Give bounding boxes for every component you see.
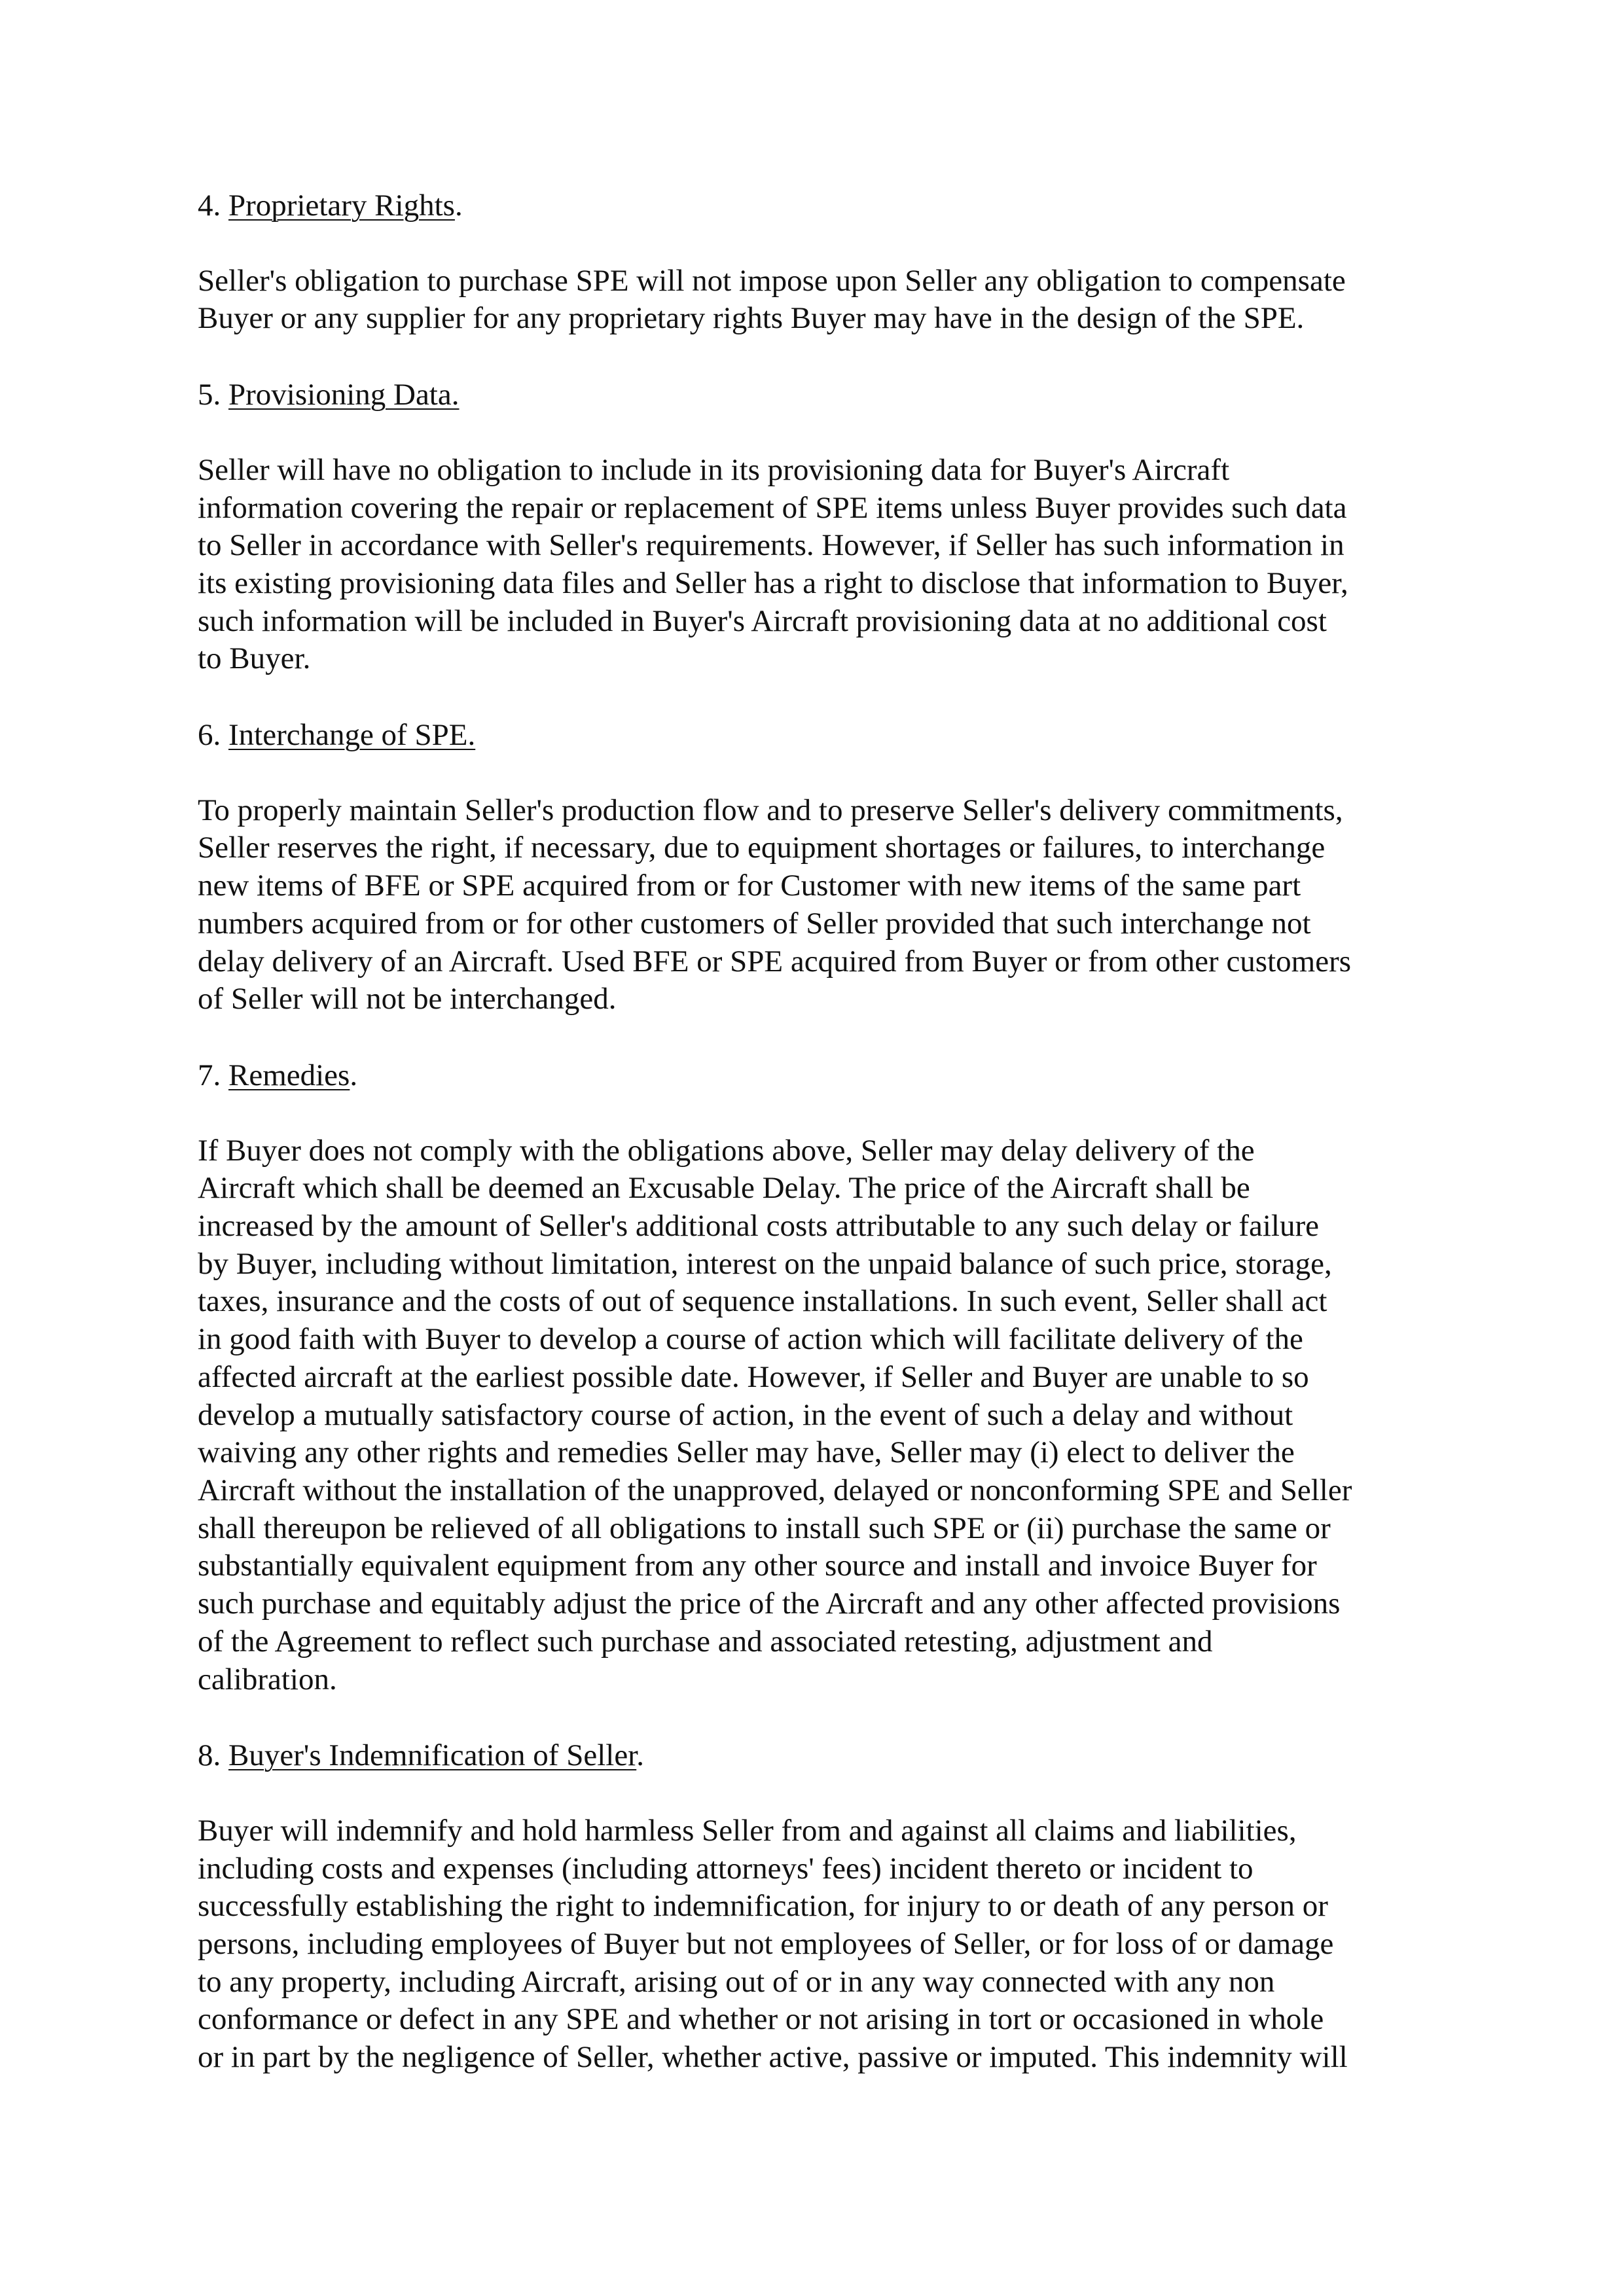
body-line: persons, including employees of Buyer but not employees of Seller, or for loss of or damage [198,1927,1334,1962]
section-number: 5. [198,378,228,412]
section-body [198,1132,1441,1699]
body-line: to Seller in accordance with Seller's requirements. However, if Seller has such information in [198,528,1344,563]
body-line: of Seller will not be interchanged. [198,982,617,1016]
body-line: numbers acquired from or for other customers of Seller provided that such interchange not [198,906,1311,941]
body-line: or in part by the negligence of Seller, whether active, passive or imputed. This indemnity will [198,2040,1348,2075]
section-number: 6. [198,718,228,753]
body-line: Seller will have no obligation to include in its provisioning data for Buyer's Aircraft [198,452,1230,487]
section-number: 7. [198,1058,228,1092]
body-line: such purchase and equitably adjust the price of the Aircraft and any other affected provisions [198,1587,1341,1621]
section-heading [198,187,1441,225]
section-4 [198,187,1441,338]
body-line: such information will be included in Buyer's Aircraft provisioning data at no additional cost [198,603,1327,638]
body-line: Aircraft without the installation of the unapproved, delayed or nonconforming SPE and Seller [198,1473,1352,1507]
section-title: Proprietary Rights [228,188,455,223]
body-line: Seller reserves the right, if necessary, due to equipment shortages or failures, to interchange [198,831,1326,865]
section-8 [198,1737,1441,2077]
document-page [198,187,1441,2115]
body-line: conformance or defect in any SPE and whether or not arising in tort or occasioned in whole [198,2002,1324,2037]
section-body [198,452,1441,678]
body-line: to any property, including Aircraft, arising out of or in any way connected with any non [198,1964,1275,1999]
body-line: to Buyer. [198,641,311,676]
body-line: successfully establishing the right to indemnification, for injury to or death of any person or [198,1889,1328,1924]
body-line: shall thereupon be relieved of all obligations to install such SPE or (ii) purchase the same or [198,1511,1331,1545]
body-line: To properly maintain Seller's production flow and to preserve Seller's delivery commitments, [198,793,1343,827]
section-body [198,1812,1441,2077]
section-title: Provisioning Data. [228,378,460,412]
section-7 [198,1057,1441,1698]
body-line: new items of BFE or SPE acquired from or for Customer with new items of the same part [198,869,1301,903]
body-line: in good faith with Buyer to develop a course of action which will facilitate delivery of the [198,1322,1303,1357]
section-number: 4. [198,188,228,223]
section-heading [198,1057,1441,1095]
section-title-suffix: . [636,1738,644,1773]
section-title: Interchange of SPE. [228,718,476,753]
body-line: substantially equivalent equipment from any other source and install and invoice Buyer for [198,1549,1317,1583]
body-line: delay delivery of an Aircraft. Used BFE or SPE acquired from Buyer or from other customers [198,944,1352,978]
body-line: calibration. [198,1662,337,1696]
section-heading [198,376,1441,414]
body-line: Buyer will indemnify and hold harmless Seller from and against all claims and liabilities, [198,1813,1297,1848]
body-line: information covering the repair or replacement of SPE items unless Buyer provides such data [198,490,1347,525]
body-line: Buyer or any supplier for any proprietary rights Buyer may have in the design of the SPE. [198,301,1305,336]
body-line: its existing provisioning data files and Seller has a right to disclose that information to Buyer, [198,565,1348,600]
section-title: Remedies [228,1058,350,1092]
section-title-suffix: . [350,1058,358,1092]
section-title-suffix: . [454,188,463,223]
section-body [198,262,1441,338]
section-5 [198,376,1441,678]
body-line: by Buyer, including without limitation, interest on the unpaid balance of such price, storage, [198,1246,1332,1281]
body-line: Aircraft which shall be deemed an Excusable Delay. The price of the Aircraft shall be [198,1171,1250,1206]
body-line: waiving any other rights and remedies Seller may have, Seller may (i) elect to deliver the [198,1435,1295,1470]
section-title: Buyer's Indemnification of Seller [228,1738,637,1773]
section-heading [198,717,1441,755]
body-line: affected aircraft at the earliest possible date. However, if Seller and Buyer are unable to so [198,1359,1309,1394]
body-line: develop a mutually satisfactory course of action, in the event of such a delay and without [198,1397,1293,1432]
body-line: Seller's obligation to purchase SPE will not impose upon Seller any obligation to compensate [198,263,1346,298]
body-line: of the Agreement to reflect such purchase and associated retesting, adjustment and [198,1624,1213,1659]
section-body [198,792,1441,1018]
section-6 [198,717,1441,1018]
body-line: increased by the amount of Seller's additional costs attributable to any such delay or failure [198,1209,1319,1244]
section-heading [198,1737,1441,1775]
body-line: including costs and expenses (including attorneys' fees) incident thereto or incident to [198,1851,1254,1886]
section-number: 8. [198,1738,228,1773]
body-line: taxes, insurance and the costs of out of sequence installations. In such event, Seller shall act [198,1284,1327,1319]
body-line: If Buyer does not comply with the obligations above, Seller may delay delivery of the [198,1133,1255,1168]
